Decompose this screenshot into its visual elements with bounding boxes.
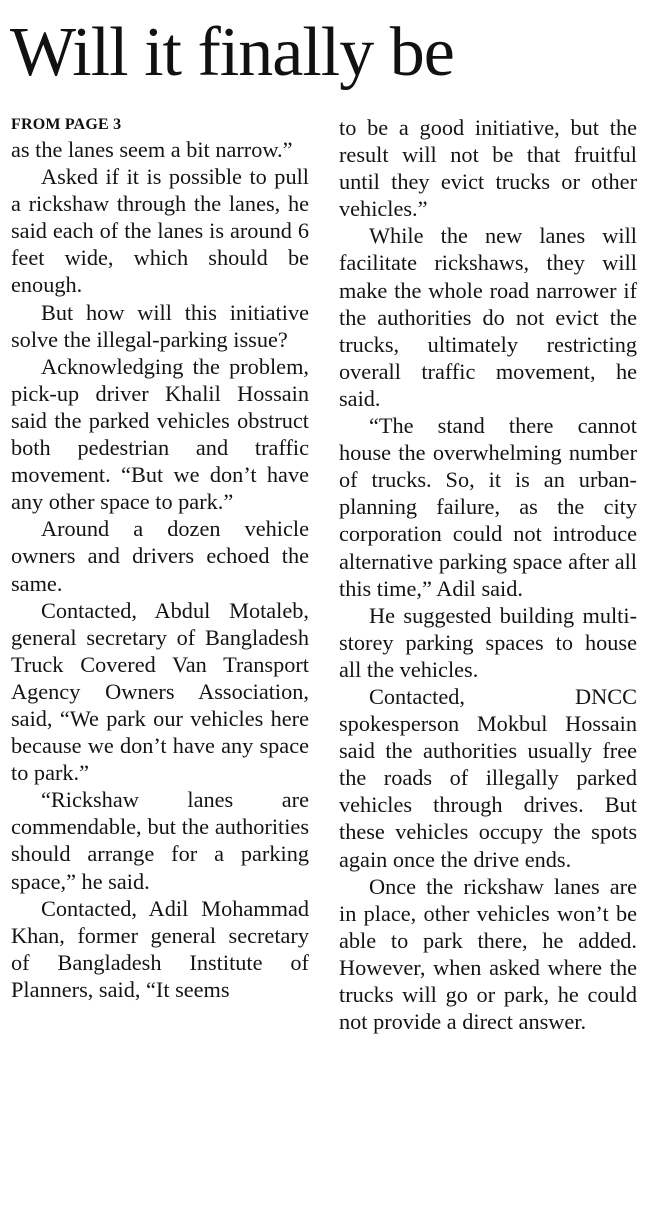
left-column (11, 114, 309, 1003)
paragraph: Acknowledging the problem, pick-up driver Khalil Hossain said the parked vehicles obstruct both pedestrian and traffic movement. “But we don’t have any other space to park.” (11, 353, 309, 515)
paragraph: Contacted, DNCC spokesperson Mokbul Hossain said the authorities usually free the roads of illegally parked vehicles through drives. But these vehicles occupy the spots again once the drive ends. (339, 683, 637, 872)
paragraph: “Rickshaw lanes are commendable, but the authorities should arrange for a parking space,” he said. (11, 787, 309, 894)
continued-from-label: FROM PAGE 3 (11, 116, 122, 133)
paragraph: While the new lanes will facilitate rickshaws, they will make the whole road narrower if the authorities do not evict the trucks, ultimately restricting overall traffic movement, he said. (339, 223, 637, 411)
paragraph: Contacted, Abdul Motaleb, general secretary of Bangladesh Truck Covered Van Transport Agency Owners Association, said, “We park our vehicles here because we don’t have any space to park.” (11, 597, 309, 786)
right-column (339, 114, 637, 1035)
headline: Will it finally be (10, 14, 454, 91)
paragraph: as the lanes seem a bit narrow.” (11, 137, 293, 162)
paragraph: Asked if it is possible to pull a rickshaw through the lanes, he said each of the lanes is around 6 feet wide, which should be enough. (11, 164, 309, 298)
paragraph: He suggested building multi-storey parking spaces to house all the vehicles. (339, 602, 637, 682)
paragraph: Once the rickshaw lanes are in place, other vehicles won’t be able to park there, he added. However, when asked where the trucks will go or park, he could not provide a direct answer. (339, 873, 637, 1035)
paragraph: Contacted, Adil Mohammad Khan, former general secretary of Bangladesh Institute of Planners, said, “It seems (11, 895, 309, 1002)
paragraph: But how will this initiative solve the illegal-parking issue? (11, 299, 309, 352)
paragraph: “The stand there cannot house the overwhelming number of trucks. So, it is an urban-planning failure, as the city corporation could not introduce alternative parking space after all this time,” Adil said. (339, 413, 637, 601)
paragraph: to be a good initiative, but the result will not be that fruitful until they evict trucks or other vehicles.” (339, 115, 637, 222)
paragraph: Around a dozen vehicle owners and drivers echoed the same. (11, 516, 309, 596)
